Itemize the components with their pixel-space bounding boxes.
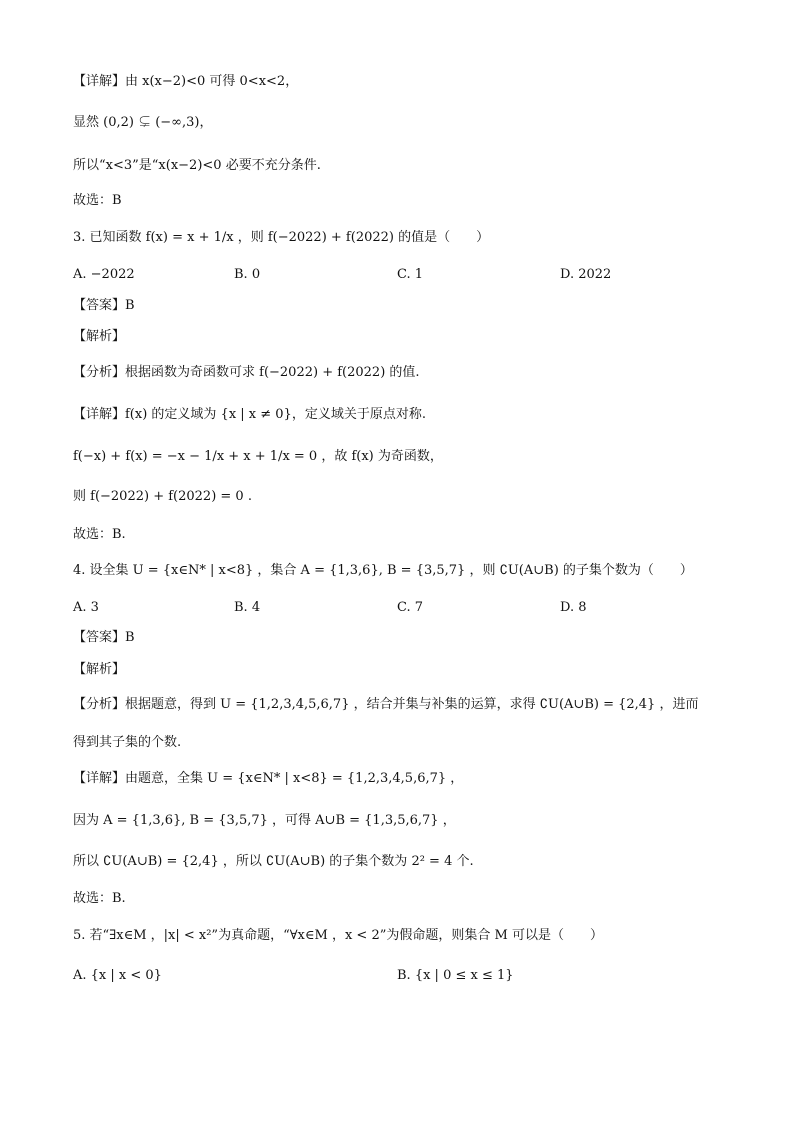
q3-option-b: B. 0 <box>234 267 261 282</box>
answer-label: 【答案】B <box>73 298 135 313</box>
text-line: 故选：B. <box>73 527 126 542</box>
text-line: 故选：B. <box>73 891 126 906</box>
text-line: f(−x) + f(x) = −x − 1/x + x + 1/x = 0 ，故 f(x) 为奇函数， <box>73 449 443 464</box>
q4-option-b: B. 4 <box>234 600 261 615</box>
q5-option-b: B. {x | 0 ≤ x ≤ 1} <box>397 968 514 983</box>
answer-label: 【答案】B <box>73 630 135 645</box>
q4-option-a: A. 3 <box>73 600 99 615</box>
question-5-stem: 5. 若“∃x∈M ，|x| < x²”为真命题，“∀x∈M ，x < 2”为假命题，则集合 M 可以是（ ） <box>73 928 603 943</box>
q4-option-d: D. 8 <box>560 600 587 615</box>
text-line: 所以“x<3”是“x(x−2)<0 必要不充分条件. <box>73 158 321 173</box>
q3-option-d: D. 2022 <box>560 267 612 282</box>
question-4-stem: 4. 设全集 U = {x∈N* | x<8} ，集合 A = {1,3,6}, B = {3,5,7} ，则 ∁U(A∪B) 的子集个数为（ ） <box>73 563 693 578</box>
text-line: 【详解】f(x) 的定义域为 {x | x ≠ 0}，定义域关于原点对称. <box>73 407 426 422</box>
text-line: 因为 A = {1,3,6}, B = {3,5,7} ，可得 A∪B = {1,3,5,6,7} ， <box>73 813 456 828</box>
q3-option-c: C. 1 <box>397 267 424 282</box>
q5-option-a: A. {x | x < 0} <box>73 968 162 983</box>
question-3-stem: 3. 已知函数 f(x) = x + 1/x ，则 f(−2022) + f(2022) 的值是（ ） <box>73 230 490 245</box>
q4-option-c: C. 7 <box>397 600 424 615</box>
text-line: 得到其子集的个数. <box>73 735 182 750</box>
text-line: 【分析】根据函数为奇函数可求 f(−2022) + f(2022) 的值. <box>73 365 420 380</box>
text-line: 显然 (0,2) ⊊ (−∞,3)， <box>73 115 213 130</box>
text-line: 则 f(−2022) + f(2022) = 0 . <box>73 489 252 504</box>
text-line: 【分析】根据题意，得到 U = {1,2,3,4,5,6,7} ，结合并集与补集的运算，求得 ∁U(A∪B) = {2,4} ，进而 <box>73 697 699 712</box>
analysis-label: 【解析】 <box>73 329 126 344</box>
q3-option-a: A. −2022 <box>73 267 135 282</box>
text-line: 【详解】由题意，全集 U = {x∈N* | x<8} = {1,2,3,4,5,6,7} ， <box>73 771 464 786</box>
text-line: 【详解】由 x(x−2)<0 可得 0<x<2， <box>73 74 299 89</box>
analysis-label: 【解析】 <box>73 662 126 677</box>
text-line: 故选：B <box>73 193 122 208</box>
text-line: 所以 ∁U(A∪B) = {2,4} ，所以 ∁U(A∪B) 的子集个数为 2² = 4 个. <box>73 854 474 869</box>
